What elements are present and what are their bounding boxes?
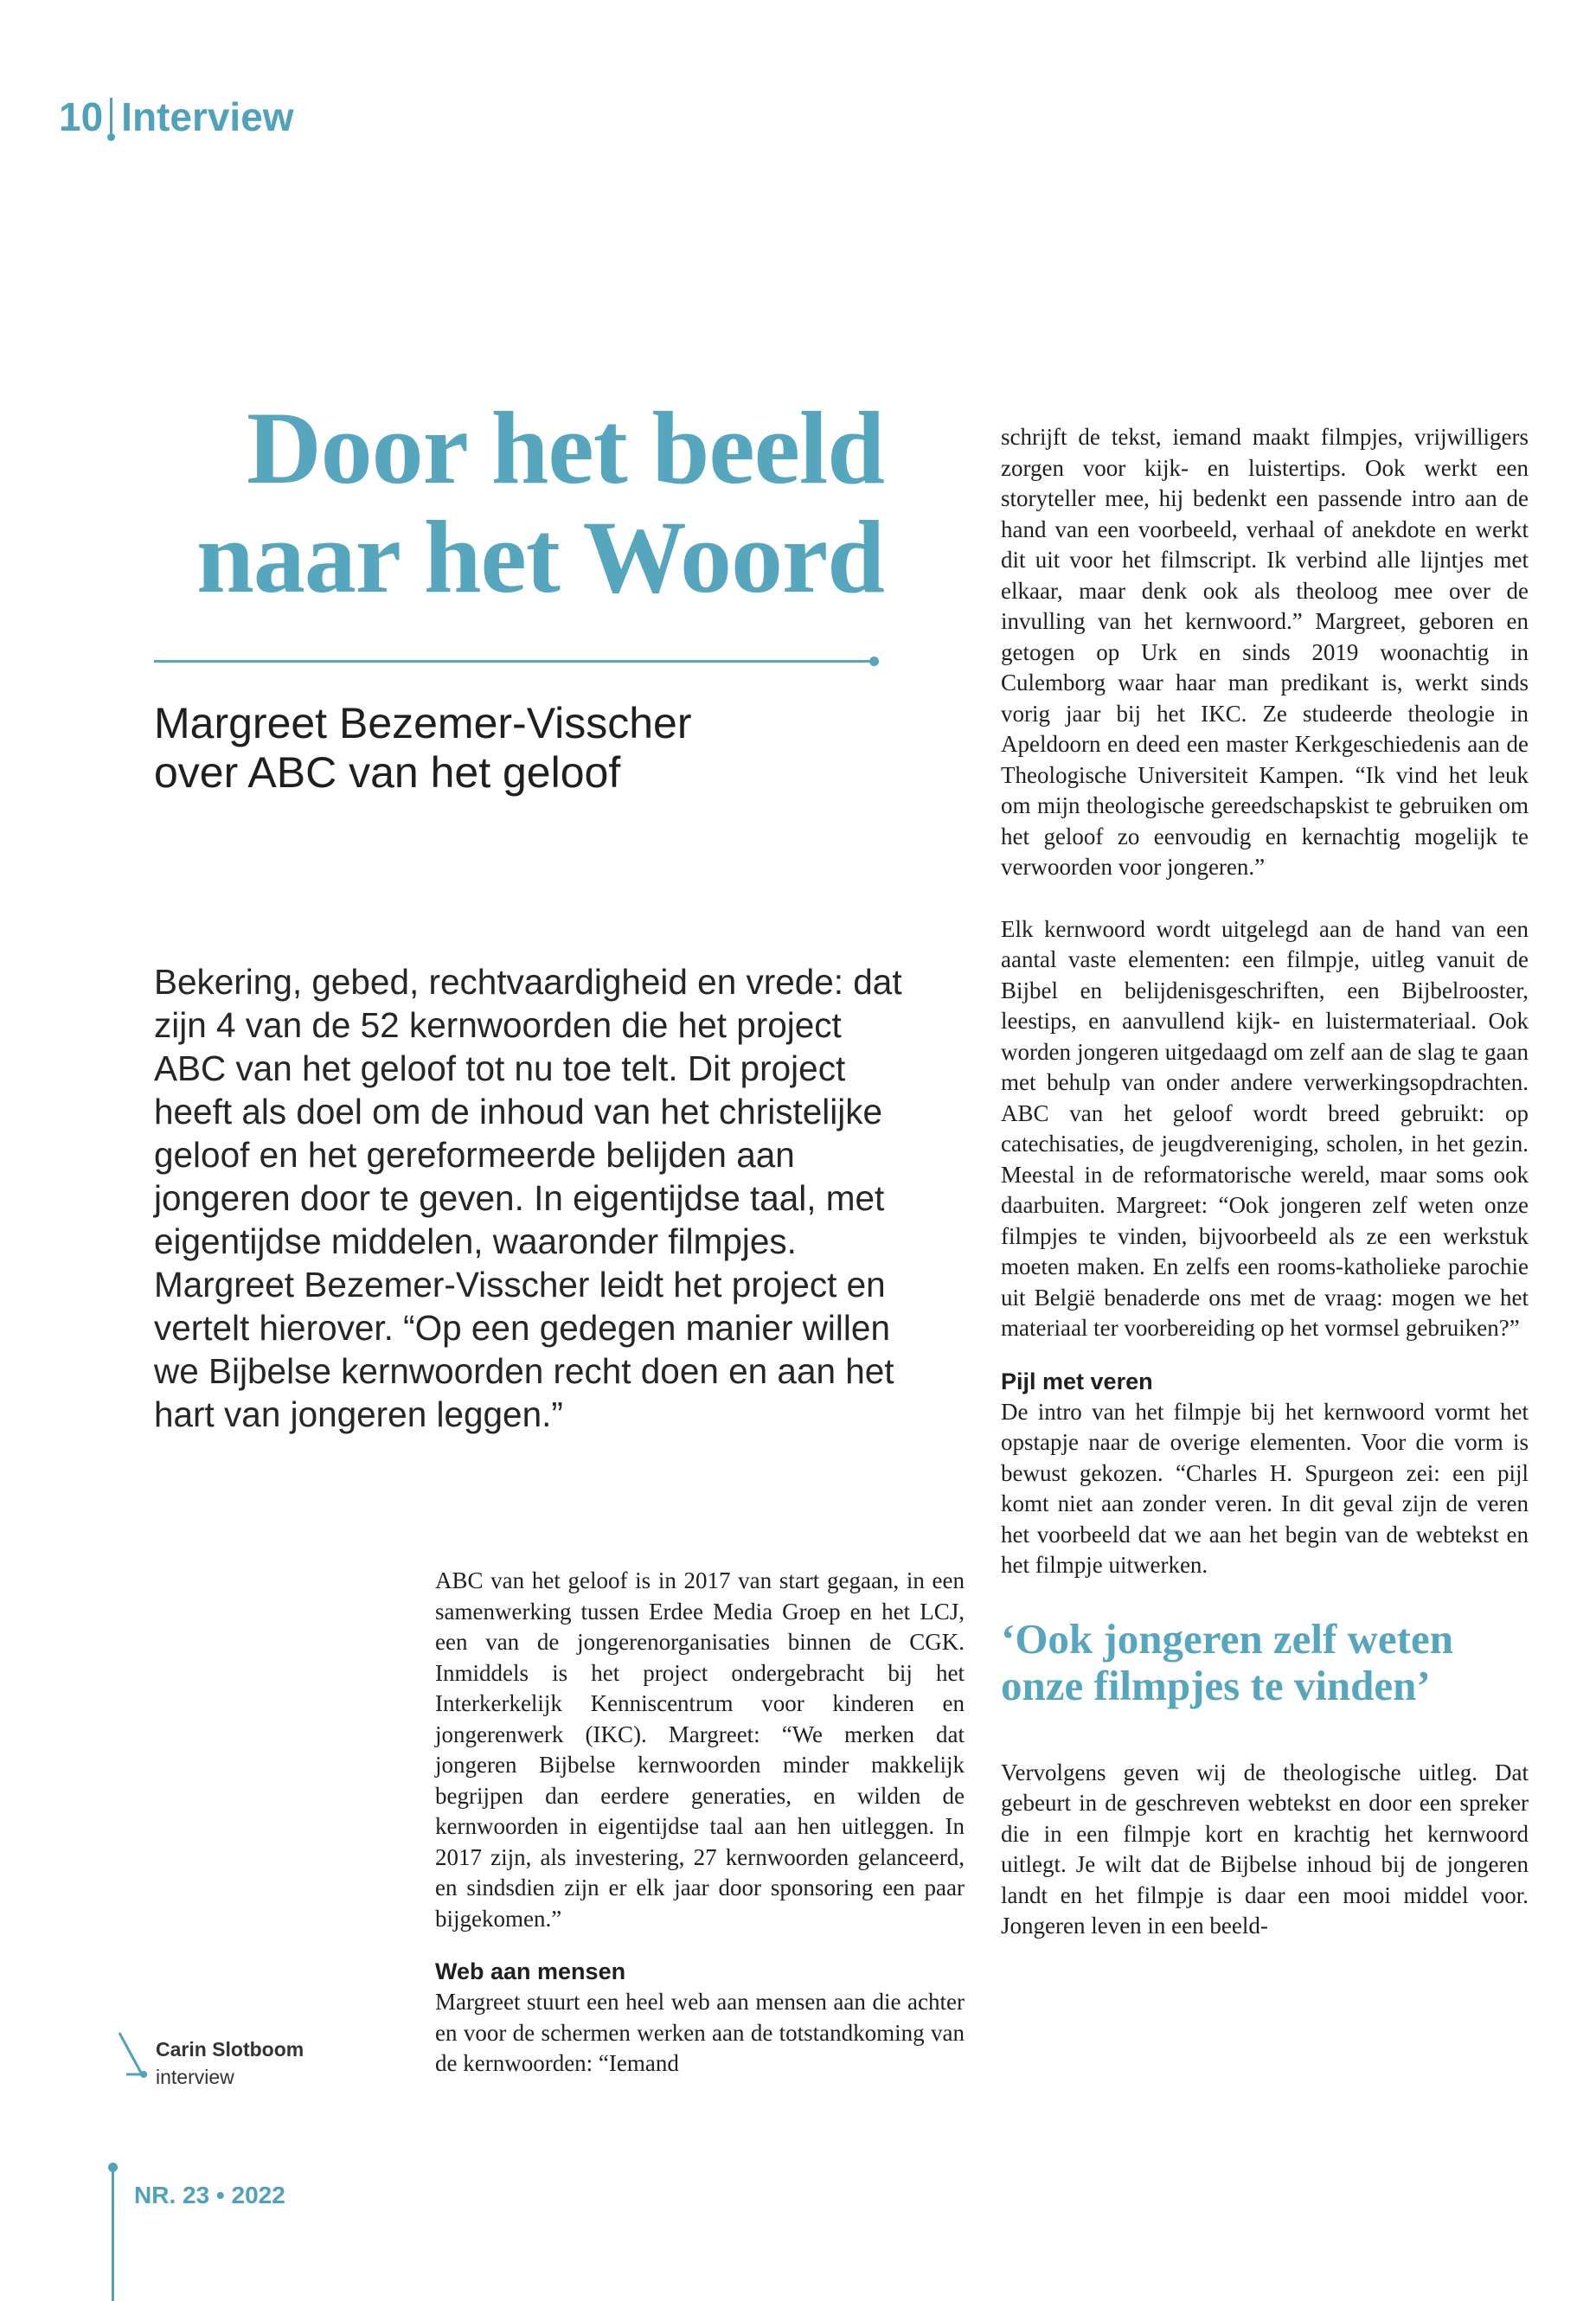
section-heading-pijl: Pijl met veren <box>1001 1368 1153 1394</box>
body-column-right <box>1001 422 1529 1942</box>
credit-name: Carin Slotboom <box>156 2038 304 2061</box>
page-header <box>59 93 294 140</box>
section-heading-web: Web aan mensen <box>435 1958 626 1984</box>
footer-line <box>112 2170 114 2301</box>
body-paragraph: Elk kernwoord wordt uitgelegd aan de hand van een aantal vaste elementen: een filmpje, uitleg vanuit de Bijbel en belijdenisgeschriften, een Bijbelrooster, leestips, en aanvullend kijk- en luistermateriaal. Ook worden jongeren uitgedaagd om zelf aan de slag te gaan met behulp van onder andere verwerkingsopdrachten. ABC van het geloof wordt breed gebruikt: op catechisaties, de jeugdvereniging, scholen, in het gezin. Meestal in de reformatorische wereld, maar soms ook daarbuiten. Margreet: “Ook jongeren zelf weten onze filmpjes te vinden, bijvoorbeeld als ze een werkstuk moeten maken. En zelfs een rooms-katholieke parochie uit België benaderde ons met de vraag: mogen we het materiaal ter voorbereiding op het vormsel gebruiken?” <box>1001 915 1529 1341</box>
pull-quote <box>1001 1616 1529 1709</box>
title-rule-dot <box>869 657 879 666</box>
body-paragraph: Margreet stuurt een heel web aan mensen aan die achter en voor de schermen werken aan de totstandkoming van de kernwoorden: “Iemand <box>435 1989 965 2076</box>
author-credit <box>156 2035 304 2091</box>
body-paragraph: De intro van het filmpje bij het kernwoord vormt het opstapje naar de overige elementen. Voor die vorm is bewust gekozen. “Charles H. Spurgeon zei: een pijl komt niet aan zonder veren. In dit geval zijn de veren het voorbeeld dat we aan het begin van de webtekst en het filmpje uitwerken. <box>1001 1398 1529 1578</box>
article-intro: Bekering, gebed, rechtvaardigheid en vrede: dat zijn 4 van de 52 kernwoorden die het project ABC van het geloof tot nu toe telt. Dit project heeft als doel om de inhoud van het christelijke geloof en het gereformeerde belijden aan jongeren door te geven. In eigentijdse taal, met eigentijdse middelen, waaronder filmpjes. Margreet Bezemer-Visscher leidt het project en vertelt hierover. “Op een gedegen manier willen we Bijbelse kernwoorden recht doen en aan het hart van jongeren leggen.” <box>154 962 902 1434</box>
pull-quote-line-2: onze filmpjes te vinden’ <box>1001 1661 1431 1709</box>
header-divider <box>110 98 112 136</box>
title-line-2: naar het Woord <box>195 499 884 614</box>
issue-number: NR. 23 • 2022 <box>134 2182 285 2208</box>
body-paragraph: Vervolgens geven wij de theologische uitleg. Dat gebeurt in de geschreven webtekst en door een spreker die in een filmpje kort en krachtig het kernwoord uitlegt. Je wilt dat de Bijbelse inhoud bij de jongeren landt en het filmpje is daar een mooi middel voor. Jongeren leven in een beeld- <box>1001 1759 1529 1939</box>
body-paragraph: schrijft de tekst, iemand maakt filmpjes, vrijwilligers zorgen voor kijk- en luistertips. Ook werkt een storyteller mee, hij bedenkt een passende intro aan de hand van een voorbeeld, verhaal of anekdote en werkt dit uit voor het filmscript. Ik verbind alle lijntjes met elkaar, maar denk ook als theoloog mee over de invulling van het kernwoord.” Margreet, geboren en getogen op Urk en sinds 2019 woonachtig in Culemborg waar haar man predikant is, werkt sinds vorig jaar bij het IKC. Ze studeerde theologie in Apeldoorn en deed een master Kerkgeschiedenis aan de Theologische Universiteit Kampen. “Ik vind het leuk om mijn theologische gereedschapskist te gebruiken om het geloof zo eenvoudig en kernachtig mogelijk te verwoorden voor jongeren.” <box>1001 424 1529 880</box>
footer-dot <box>108 2163 118 2172</box>
pen-line-icon <box>114 2028 149 2081</box>
page-number: 10 <box>59 94 104 139</box>
body-column-middle <box>435 1566 965 2080</box>
subtitle-line-1: Margreet Bezemer-Visscher <box>154 699 692 747</box>
credit-role: interview <box>156 2066 234 2088</box>
pull-quote-line-1: ‘Ook jongeren zelf weten <box>1001 1614 1453 1663</box>
body-paragraph: ABC van het geloof is in 2017 van start gegaan, in een samenwerking tussen Erdee Media Groep en het LCJ, een van de jongerenorganisaties binnen de CGK. Inmiddels is het project ondergebracht bij het Interkerkelijk Kenniscentrum voor kinderen en jongerenwerk (IKC). Margreet: “We merken dat jongeren Bijbelse kernwoorden minder makkelijk begrijpen dan eerdere generaties, en wilden de kernwoorden in eigentijdse taal aan hen uitleggen. In 2017 zijn, als investering, 27 kernwoorden gelanceerd, en sindsdien zijn er elk jaar door sponsoring een paar bijgekomen.” <box>435 1567 965 1932</box>
subtitle-line-2: over ABC van het geloof <box>154 748 621 797</box>
title-line-1: Door het beeld <box>246 390 884 505</box>
section-label: Interview <box>121 94 294 139</box>
title-rule <box>154 660 874 663</box>
article-subtitle <box>154 699 898 798</box>
article-title <box>130 390 884 614</box>
